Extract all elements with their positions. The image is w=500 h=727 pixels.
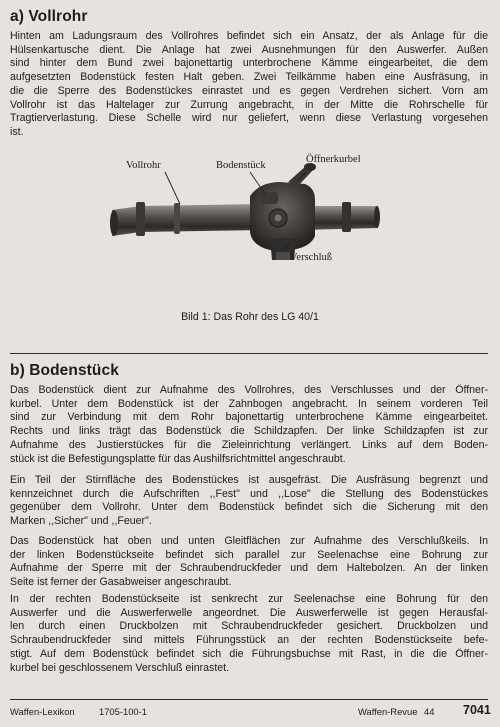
text-line: stigt. Auf dem Bodenstück befindet sich die Führungsbuchse mit Rast, in die die Öffner- (10, 647, 488, 660)
text-line: stück ist die Befestigungsplatte für das Aushilfsrichtmittel angeschraubt. (10, 452, 346, 465)
section-b-paragraph-1 (10, 384, 488, 466)
text-line: Vollrohr ist das Haltelager zur Zurrung angebracht, in der Mitte die Rohrschelle für (10, 98, 488, 111)
section-a-paragraph (10, 30, 488, 140)
section-b-paragraph-2 (10, 474, 488, 529)
text-line: len durch einen Druckbolzen mit Schraubendruckfeder gesichert. Druckbolzen und (10, 620, 488, 633)
leader-line-vollrohr (165, 172, 180, 204)
section-b-paragraph-3 (10, 535, 488, 590)
text-line: Ein Teil der Stirnfläche des Bodenstückes ist ausgefräst. Die Ausfräsung begrenzt und (10, 474, 488, 486)
text-line: aufgesetzten Bodenstück festen Halt geben. Zwei Teilkämme haben eine Ausfräsung, in (10, 71, 488, 84)
text-line: Hinten am Ladungsraum des Vollrohres befindet sich ein Ansatz, der als Anlage für die (10, 30, 488, 42)
text-line: Das Bodenstück hat oben und unten Gleitflächen zur Aufnahme des Verschlußkeils. In (10, 535, 488, 547)
text-line: Schraubendruckfeder sind mittels Führungsstück an der rechten Bodenstückseite befe- (10, 634, 488, 647)
text-line: Auswerfer und die Auswerferwelle angeordnet. Die Auswerferwelle ist gegen Herausfal- (10, 606, 488, 619)
section-divider (10, 353, 488, 354)
text-line: gegenüber dem Vollrohr. Unter dem Bodenstück befindet sich die Sicherung mit den (10, 501, 488, 514)
text-line: der linken Bodenstückseite befindet sich parallel zur Seelenachse eine Bohrung zur (10, 548, 488, 561)
footer-publication: Waffen-Lexikon (10, 706, 75, 717)
text-line: kennzeichnet durch die Aufschriften ,,Fest" und ,,Lose" die Stellung des Bodenstückes (10, 487, 488, 500)
text-line: ist. (10, 125, 24, 138)
text-line: kurbel bei geschlossenem Verschluß einrastet. (10, 661, 230, 674)
text-line: die die Sperre des Bodenstückes einrastet und es gegen Verdrehen sichert. Vorn am (10, 84, 488, 97)
page-number: 7041 (463, 703, 491, 717)
figure-label-verschluss: Verschluß (290, 252, 332, 263)
section-b-paragraph-4 (10, 593, 488, 675)
text-line: Seite ist ferner der Gasabweiser angeschraubt. (10, 576, 232, 589)
text-line: Rechts und links trägt das Bodenstück die Schildzapfen. Der linke Schildzapfen ist zur (10, 425, 488, 438)
text-line: kurbel. Unter dem Bodenstück ist der Zahnbogen angebracht. In seinem vorderen Teil (10, 397, 488, 410)
text-line: In der rechten Bodenstückseite ist senkrecht zur Seelenachse eine Bohrung für den (10, 593, 488, 605)
figure-caption: Bild 1: Das Rohr des LG 40/1 (181, 311, 319, 323)
footer-issue: 44 (424, 706, 435, 717)
figure-label-vollrohr: Vollrohr (126, 160, 161, 171)
figure-label-bodenstueck: Bodenstück (216, 160, 266, 171)
figure-label-oeffnerkurbel: Öffnerkurbel (306, 154, 361, 165)
text-line: Tragtierverlastung. Diese Schelle wird nur geliefert, wenn diese Verlastung vorgesehen (10, 112, 488, 125)
footer-magazine: Waffen-Revue (358, 706, 418, 717)
text-line: sind hinter dem Bund zwei bajonettartig unterbrochene Kämme eingearbeitet, die dem (10, 57, 488, 70)
text-line: Aufnahme der Sperre mit der Schraubendruckfeder und dem Haltebolzen. An der linken (10, 562, 488, 575)
footer-code: 1705-100-1 (99, 706, 147, 717)
section-a-heading: a) Vollrohr (10, 8, 88, 25)
footer-divider (10, 699, 488, 700)
text-line: sind zur Verbindung mit dem Rohr bajonettartig unterbrochene Kämme eingearbeitet. (10, 411, 488, 424)
text-line: Das Bodenstück dient zur Aufnahme des Vollrohres, des Verschlusses und der Öffner- (10, 384, 488, 396)
gun-barrel-figure (110, 152, 380, 272)
text-line: Marken ,,Sicher" und ,,Feuer". (10, 515, 152, 528)
text-line: Aufnahme des Justierstückes für die Zieleinrichtung verlängert. Links auf dem Boden- (10, 438, 488, 451)
section-b-heading: b) Bodenstück (10, 362, 119, 379)
text-line: Hülsenkartusche dient. Die Anlage hat zwei Ausnehmungen für den Auswerfer. Außen (10, 43, 488, 56)
